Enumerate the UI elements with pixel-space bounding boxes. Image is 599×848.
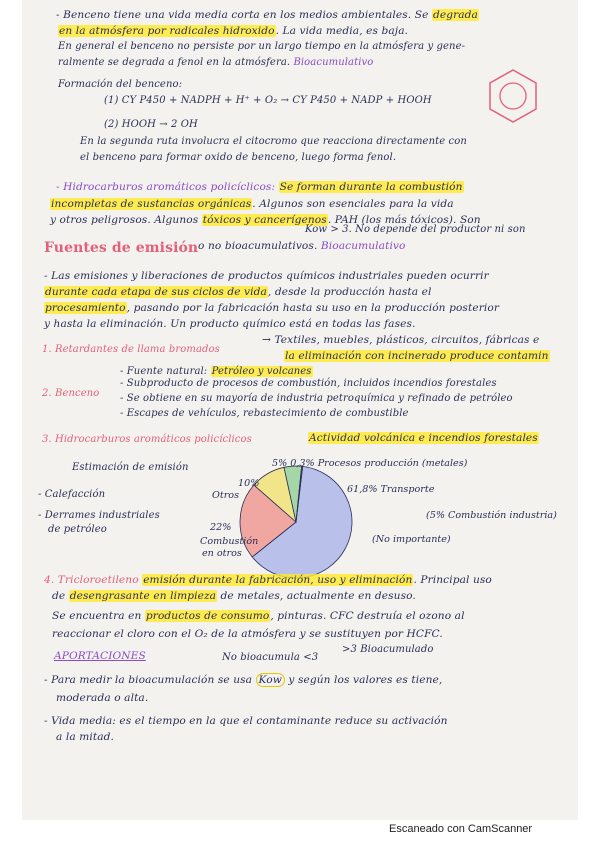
- note-line: >3 Bioacumulado: [342, 644, 434, 655]
- note-line: En la segunda ruta involucra el citocromo que reacciona directamente con: [80, 136, 467, 147]
- note-line: → Textiles, muebles, plásticos, circuitos, fábricas e: [262, 334, 540, 346]
- pie-label: 5% 0,3% Procesos producción (metales): [272, 458, 468, 469]
- note-line: Se encuentra en productos de consumo, pinturas. CFC destruía el ozono al: [52, 610, 465, 622]
- reaction-2: (2) HOOH → 2 OH: [104, 119, 198, 130]
- pie-label: 61,8% Transporte: [347, 484, 435, 495]
- note-line: Actividad volcánica e incendios forestales: [309, 432, 538, 444]
- note-line: a la mitad.: [56, 731, 115, 743]
- pie-label: (No importante): [372, 534, 451, 545]
- note-line: de desengrasante en limpieza de metales, actualmente en desuso.: [52, 590, 416, 602]
- note-line: procesamiento, pasando por la fabricación hasta su uso en la producción posterior: [45, 302, 499, 314]
- note-line: o no bioacumulativos. Bioacumulativo: [198, 240, 406, 252]
- note-line: - Vida media: es el tiempo en la que el contaminante reduce su activación: [44, 715, 448, 727]
- item-2-label: 2. Benceno: [42, 388, 100, 399]
- aportaciones-heading: APORTACIONES: [54, 650, 146, 662]
- note-line: ralmente se degrada a fenol en la atmósfera. Bioacumulativo: [58, 57, 374, 68]
- scanner-watermark: Escaneado con CamScanner: [389, 823, 533, 835]
- reaction-1: (1) CY P450 + NADPH + H⁺ + O₂ → CY P450 + NADP + HOOH: [104, 95, 432, 106]
- note-line: incompletas de sustancias orgánicas. Algunos son esenciales para la vida: [51, 198, 454, 210]
- note-line: durante cada etapa de sus ciclos de vida, desde la producción hasta el: [45, 286, 432, 298]
- note-line: - Benceno tiene una vida media corta en los medios ambientales. Se degrada: [56, 9, 478, 21]
- bullet: - Se obtiene en su mayoría de industria petroquímica y refinado de petróleo: [120, 393, 513, 404]
- pie-label: 10%: [238, 478, 260, 489]
- bullet: de petróleo: [48, 524, 107, 535]
- pie-label: Otros: [212, 490, 240, 501]
- note-line: - Las emisiones y liberaciones de productos químicos industriales pueden ocurrir: [44, 270, 489, 282]
- pie-label: en otros: [202, 548, 242, 559]
- bullet: - Calefacción: [38, 489, 106, 500]
- note-line: No bioacumula <3: [222, 652, 319, 663]
- bullet: - Derrames industriales: [38, 510, 160, 521]
- note-line: - Hidrocarburos aromáticos policíclicos: Se forman durante la combustión: [56, 181, 463, 193]
- note-line: - Para medir la bioacumulación se usa Kow y según los valores es tiene,: [44, 674, 443, 686]
- bullet: - Fuente natural: Petróleo y volcanes: [120, 366, 312, 377]
- note-line: En general el benceno no persiste por un largo tiempo en la atmósfera y gene-: [58, 41, 466, 52]
- notebook-page: [22, 0, 578, 820]
- note-line: el benceno para formar oxido de benceno, luego forma fenol.: [80, 152, 397, 163]
- note-line: y hasta la eliminación. Un producto químico está en todas las fases.: [44, 318, 416, 330]
- note-line: reaccionar el cloro con el O₂ de la atmósfera y se sustituyen por HCFC.: [52, 628, 443, 640]
- benzene-ring-icon: [484, 66, 542, 126]
- pie-label: (5% Combustión industria): [426, 510, 557, 521]
- note-line: Kow > 3. No depende del productor ni son: [305, 224, 526, 235]
- bullet: - Escapes de vehículos, rebastecimiento de combustible: [120, 408, 409, 419]
- bullet: - Subproducto de procesos de combustión, incluidos incendios forestales: [120, 378, 497, 389]
- item-1-label: 1. Retardantes de llama bromados: [42, 344, 220, 355]
- section-title: Fuentes de emisión: [44, 240, 199, 256]
- note-line: la eliminación con incinerado produce contamin: [285, 350, 549, 362]
- note-line: moderada o alta.: [56, 692, 149, 704]
- note-line: 4. Tricloroetileno emisión durante la fabricación, uso y eliminación. Principal uso: [44, 574, 492, 586]
- item-3-label: 3. Hidrocarburos aromáticos policíclicos: [42, 434, 252, 445]
- note-line: y otros peligrosos. Algunos tóxicos y cancerígenos. PAH (los más tóxicos). Son: [50, 214, 481, 226]
- pie-label: Combustión: [200, 536, 259, 547]
- note-line: en la atmósfera por radicales hidroxido. La vida media, es baja.: [59, 25, 409, 37]
- note-line: Formación del benceno:: [58, 79, 183, 90]
- note-line: Estimación de emisión: [72, 462, 189, 473]
- pie-label: 22%: [210, 522, 232, 533]
